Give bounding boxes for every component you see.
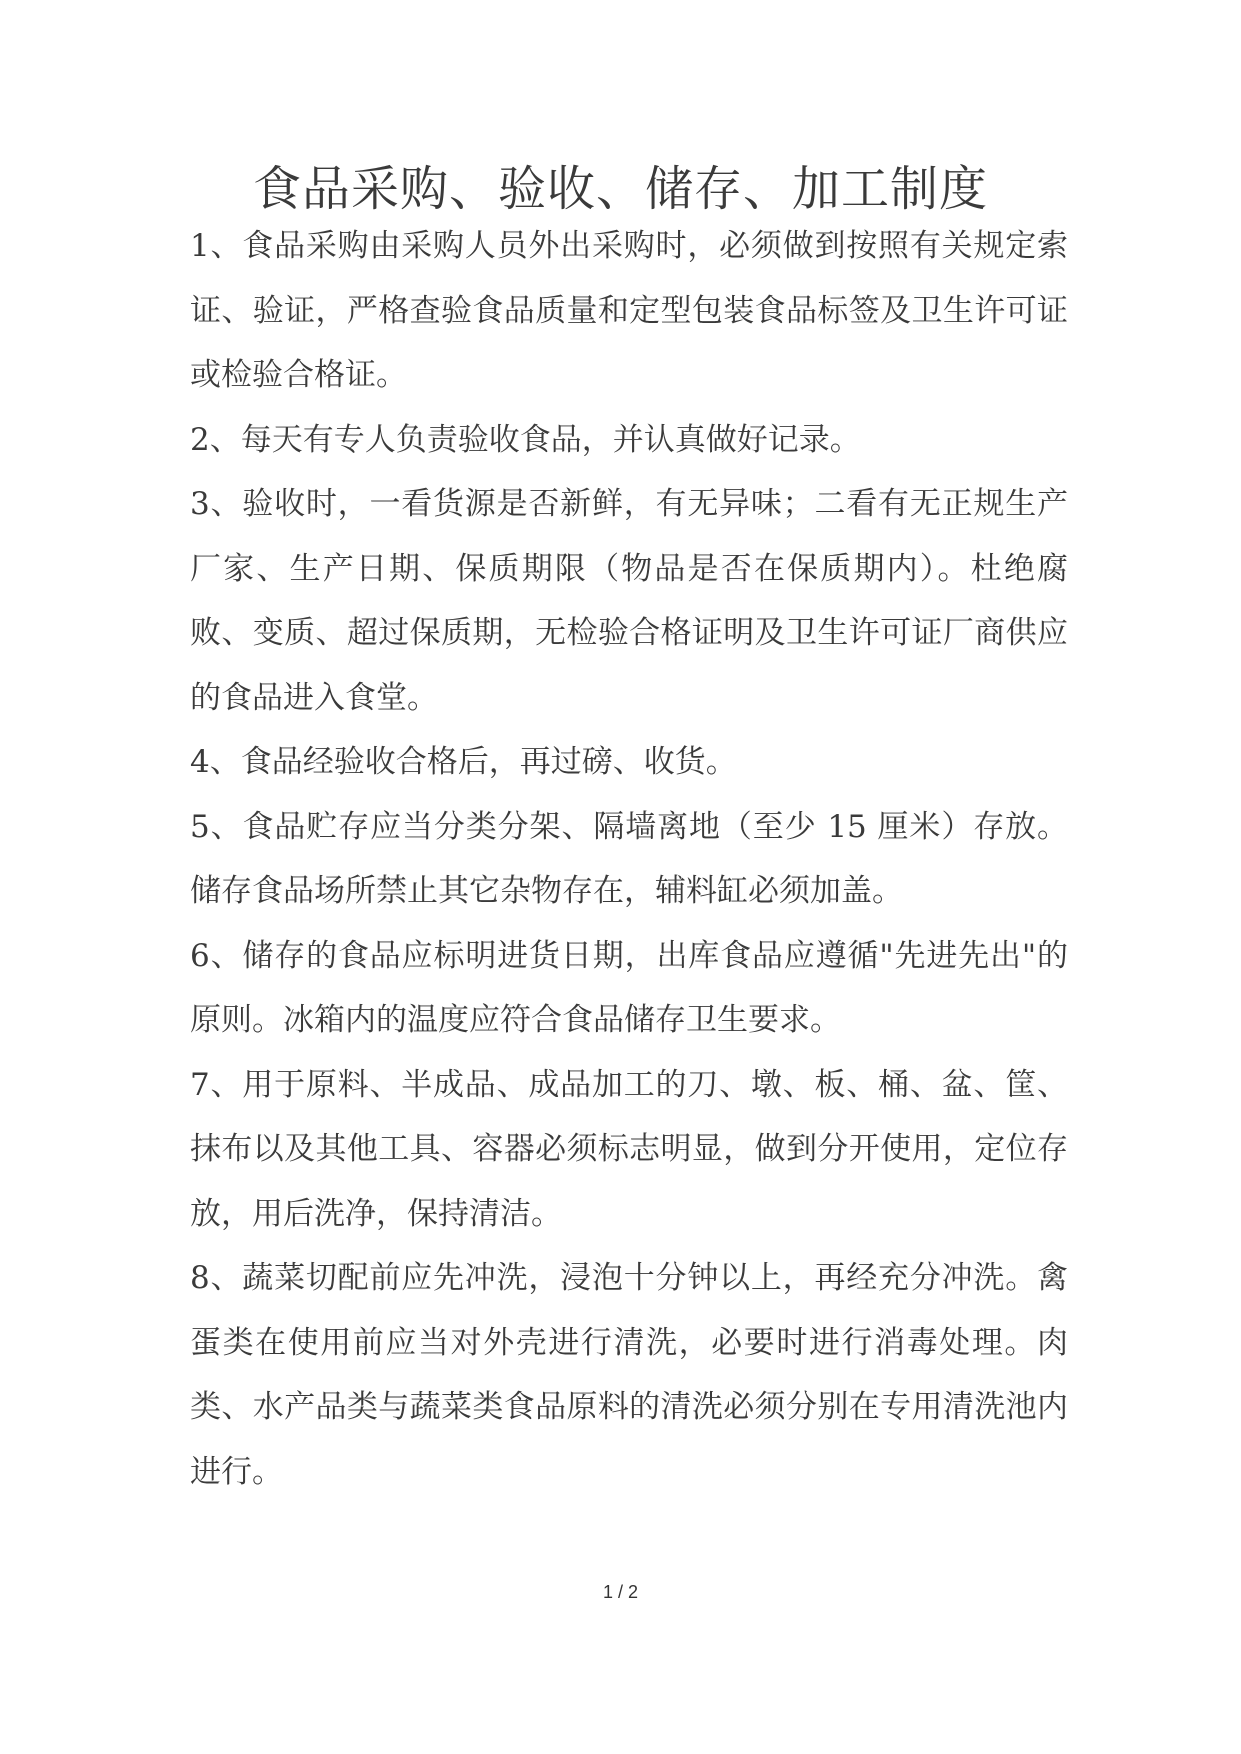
- paragraph-4: 4、食品经验收合格后，再过磅、收货。: [190, 744, 737, 780]
- paragraph-2: 2、每天有专人负责验收食品，并认真做好记录。: [190, 421, 861, 458]
- paragraph-1: 1、食品采购由采购人员外出采购时，必须做到按照有关规定索证、验证，严格查验食品质量和定型包装食品标签及卫生许可证或检验合格证。: [190, 228, 1068, 393]
- page-number: 1 / 2: [602, 1582, 639, 1602]
- paragraph-3: 3、验收时，一看货源是否新鲜，有无异味；二看有无正规生产厂家、生产日期、保质期限（物品是否在保质期内）。杜绝腐败、变质、超过保质期，无检验合格证明及卫生许可证厂商供应的食品进入食堂。: [190, 486, 1068, 716]
- document-title: 食品采购、验收、储存、加工制度: [252, 161, 988, 217]
- paragraph-5: 5、食品贮存应当分类分架、隔墙离地（至少 15 厘米）存放。储存食品场所禁止其它杂物存在，辅料缸必须加盖。: [190, 808, 1068, 909]
- paragraph-8: 8、蔬菜切配前应先冲洗，浸泡十分钟以上，再经充分冲洗。禽蛋类在使用前应当对外壳进行清洗，必要时进行消毒处理。肉类、水产品类与蔬菜类食品原料的清洗必须分别在专用清洗池内进行。: [190, 1260, 1068, 1490]
- paragraph-6: 6、储存的食品应标明进货日期，出库食品应遵循"先进先出"的原则。冰箱内的温度应符合食品储存卫生要求。: [190, 937, 1068, 1038]
- paragraph-7: 7、用于原料、半成品、成品加工的刀、墩、板、桶、盆、筐、抹布以及其他工具、容器必须标志明显，做到分开使用，定位存放，用后洗净，保持清洁。: [190, 1066, 1068, 1232]
- document-body: [190, 214, 1068, 1504]
